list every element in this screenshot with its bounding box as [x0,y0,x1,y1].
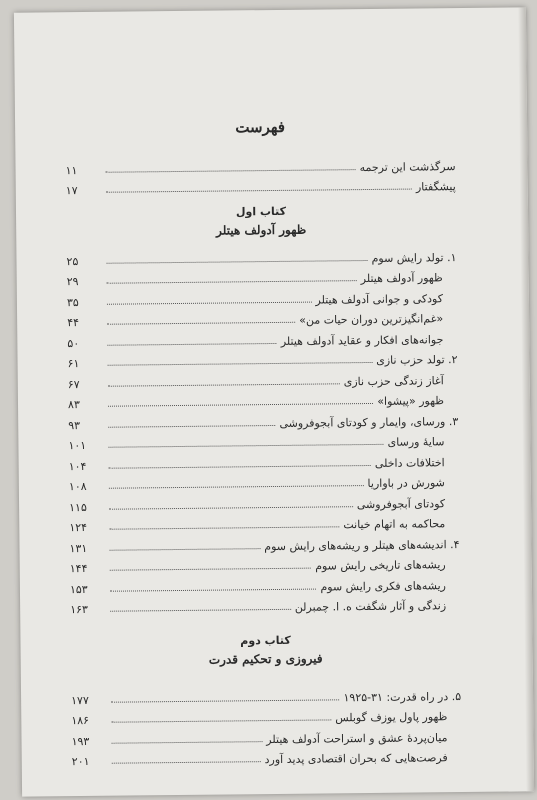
toc-entry-page: ۱۷۷ [71,693,89,707]
book1-subtitle: ظهور آدولف هیتلر [216,222,307,238]
toc-entry-page: ۶۷ [67,377,80,391]
toc-entry-page: ۱۰۴ [68,459,87,473]
leader-dots [109,525,339,529]
toc-entry-page: ۱۴۴ [69,561,88,576]
toc-entry [69,469,459,494]
toc-entry [69,489,459,514]
leader-dots [110,608,291,612]
book2-heading: کتاب دوم [240,633,291,648]
front-matter-list [65,152,455,197]
toc-entry [70,571,460,596]
book2-entries [71,682,462,768]
leader-dots [111,698,339,702]
toc-entry-page: ۱۰۸ [68,479,87,494]
toc-entry [67,305,457,330]
toc-entry-label: سایهٔ ورسای [387,435,445,449]
toc-entry [72,744,462,769]
toc-entry-label: اختلافات داخلی [374,455,445,470]
toc-entry-page: ۶۱ [67,357,80,371]
toc-entry-page: ۱۳۱ [69,541,88,555]
leader-dots [112,740,263,744]
toc-entry-page: ۱۰۱ [68,438,87,453]
toc-entry-label: جوانه‌های افکار و عقاید آدولف هیتلر [280,332,444,348]
book2-subtitle: فیروزی و تحکیم قدرت [208,651,323,667]
leader-dots [106,168,356,173]
toc-entry-page: ۱۷ [65,184,78,198]
toc-entry [68,366,458,391]
toc-entry [67,346,457,371]
toc-entry [71,682,461,707]
toc-entry [67,325,457,350]
toc-entry-label: پیشگفتار [415,180,456,194]
toc-entry [69,448,459,473]
leader-dots [107,321,295,325]
toc-entry-label: ۱. تولد رایش سوم [371,250,457,265]
toc-entry-label: ۲. تولد حزب نازی [376,353,458,367]
leader-dots [107,341,276,345]
leader-dots [109,505,353,510]
toc-entry-page: ۵۰ [67,336,80,350]
toc-entry [69,510,459,535]
table-of-contents [65,116,462,768]
book1-heading: کتاب اول [235,204,287,219]
leader-dots [110,547,261,551]
toc-entry-page: ۲۰۱ [71,754,90,769]
toc-entry-label: آغاز زندگی حزب نازی [343,373,444,388]
toc-entry-label: کودتای آبجوفروشی [356,496,446,511]
toc-entry-label: محاکمه به اتهام خیانت [343,517,446,532]
toc-entry-page: ۹۳ [68,418,81,432]
toc-entry-label: ۳. ورسای، وایمار و کودتای آبجوفروشی [279,414,459,430]
leader-dots [109,463,371,468]
toc-entry-page: ۸۳ [67,398,80,412]
toc-entry [68,407,458,432]
toc-entry-label: فرصت‌هایی که بحران اقتصادی پدید آورد [264,751,448,767]
toc-entry [66,243,456,268]
leader-dots [110,567,311,571]
toc-entry [68,387,458,412]
toc-entry [71,703,461,728]
leader-dots [111,718,331,722]
leader-dots [108,361,373,366]
leader-dots [110,587,316,591]
toc-entry [70,592,460,617]
leader-dots [107,259,368,264]
toc-entry-page: ۲۹ [66,275,79,289]
page-edge-shadow [518,7,534,791]
toc-entry-page: ۱۱ [65,163,78,177]
book-page [14,7,534,796]
toc-entry [67,264,457,289]
toc-entry-label: ریشه‌های فکری رایش سوم [320,578,446,594]
toc-entry [67,284,457,309]
toc-entry-label: ظهور «پیشوا» [377,394,445,408]
leader-dots [108,423,275,427]
toc-entry-page: ۴۴ [67,316,80,330]
leader-dots [109,484,364,489]
toc-entry [69,530,459,555]
book1-entries [66,243,460,616]
toc-entry-label: ۴. اندیشه‌های هیتلر و ریشه‌های رایش سوم [264,537,460,553]
leader-dots [106,188,412,193]
toc-entry-page: ۱۲۴ [69,520,88,535]
toc-entry-page: ۳۵ [66,295,79,309]
toc-entry [66,173,456,198]
toc-entry [68,428,458,453]
toc-entry [70,551,460,576]
toc-entry-label: کودکی و جوانی آدولف هیتلر [315,291,443,307]
leader-dots [112,760,261,764]
toc-entry-label: شورش در باواریا [367,476,445,491]
toc-entry-page: ۲۵ [66,254,79,268]
toc-entry-page: ۱۵۳ [69,582,88,596]
toc-entry [71,723,461,748]
toc-entry-page: ۱۸۶ [71,713,90,728]
toc-entry-page: ۱۱۵ [69,500,87,514]
toc-entry-label: ظهور آدولف هیتلر [360,271,443,286]
toc-entry-label: ظهور پاول یوزف گوبلس [335,710,448,725]
toc-entry-label: ریشه‌های تاریخی رایش سوم [315,558,446,573]
toc-entry-page: ۱۹۳ [71,734,90,748]
toc-entry-label: «غم‌انگیزترین دوران حیات من» [299,312,444,327]
toc-title: فهرست [235,117,286,137]
toc-entry-page: ۱۶۳ [70,602,88,617]
leader-dots [108,402,373,407]
leader-dots [107,279,357,284]
leader-dots [107,300,312,304]
toc-entry-label: زندگی و آثار شگفت ه. ا. چمبرلن [294,599,447,614]
leader-dots [108,382,340,386]
toc-entry-label: ۵. در راه قدرت: ۳۱-۱۹۲۵ [343,689,462,704]
toc-entry-label: میان‌پردهٔ عشق و استراحت آدولف هیتلر [266,730,448,746]
leader-dots [108,443,383,448]
toc-entry [65,152,455,177]
toc-entry-label: سرگذشت این ترجمه [359,159,456,174]
